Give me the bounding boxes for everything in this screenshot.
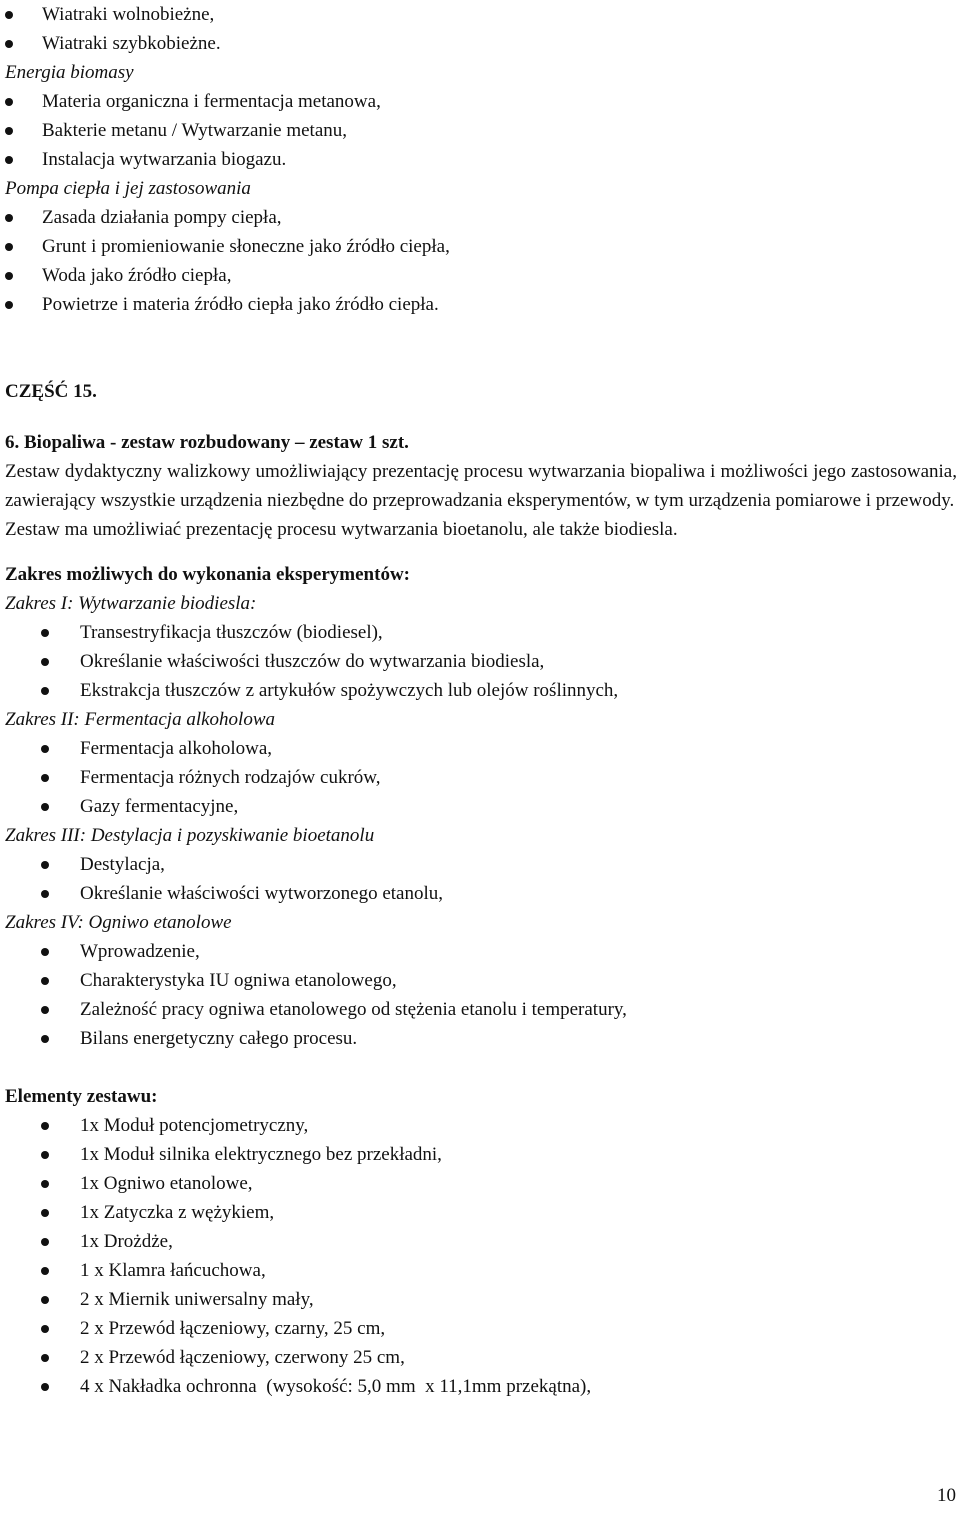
experiments-title: Zakres możliwych do wykonania eksperymentów: xyxy=(5,564,410,585)
list-item: 2 x Miernik uniwersalny mały, xyxy=(0,1285,960,1314)
bullet-icon xyxy=(41,1267,49,1275)
range-list xyxy=(0,618,960,705)
list-item: Określanie właściwości tłuszczów do wytwarzania biodiesla, xyxy=(0,647,960,676)
heat-pump-heading: Pompa ciepła i jej zastosowania xyxy=(5,178,251,199)
list-item: Grunt i promieniowanie słoneczne jako źródło ciepła, xyxy=(0,232,960,261)
list-item: Wiatraki wolnobieżne, xyxy=(0,0,960,29)
page-number: 10 xyxy=(937,1485,956,1506)
bullet-icon xyxy=(41,977,49,985)
list-item: Materia organiczna i fermentacja metanowa, xyxy=(0,87,960,116)
bullet-icon xyxy=(41,629,49,637)
range-list xyxy=(0,937,960,1053)
part-title: CZĘŚĆ 15. xyxy=(5,381,97,402)
list-item: Transestryfikacja tłuszczów (biodiesel), xyxy=(0,618,960,647)
list-item: 2 x Przewód łączeniowy, czerwony 25 cm, xyxy=(0,1343,960,1372)
list-item: 1x Drożdże, xyxy=(0,1227,960,1256)
bullet-icon xyxy=(41,658,49,666)
list-item: Zależność pracy ogniwa etanolowego od stężenia etanolu i temperatury, xyxy=(0,995,960,1024)
bullet-icon xyxy=(41,861,49,869)
bullet-icon xyxy=(41,1209,49,1217)
bullet-icon xyxy=(41,890,49,898)
list-item: Destylacja, xyxy=(0,850,960,879)
range-heading: Zakres I: Wytwarzanie biodiesla: xyxy=(5,593,257,614)
bullet-icon xyxy=(41,1296,49,1304)
list-item: Wiatraki szybkobieżne. xyxy=(0,29,960,58)
bullet-icon xyxy=(5,214,13,222)
list-item: 1 x Klamra łańcuchowa, xyxy=(0,1256,960,1285)
elements-title: Elementy zestawu: xyxy=(5,1086,158,1107)
bullet-icon xyxy=(41,745,49,753)
list-item: Bilans energetyczny całego procesu. xyxy=(0,1024,960,1053)
bullet-icon xyxy=(5,301,13,309)
list-item: Charakterystyka IU ogniwa etanolowego, xyxy=(0,966,960,995)
list-item: Fermentacja różnych rodzajów cukrów, xyxy=(0,763,960,792)
range-heading: Zakres II: Fermentacja alkoholowa xyxy=(5,709,275,730)
range-list xyxy=(0,734,960,821)
list-item: Fermentacja alkoholowa, xyxy=(0,734,960,763)
list-item: Ekstrakcja tłuszczów z artykułów spożywczych lub olejów roślinnych, xyxy=(0,676,960,705)
list-item: Wprowadzenie, xyxy=(0,937,960,966)
bullet-icon xyxy=(5,127,13,135)
list-item: 1x Zatyczka z wężykiem, xyxy=(0,1198,960,1227)
bullet-icon xyxy=(5,40,13,48)
bullet-icon xyxy=(41,1151,49,1159)
heat-pump-list xyxy=(0,203,960,319)
list-item: Powietrze i materia źródło ciepła jako źródło ciepła. xyxy=(0,290,960,319)
bullet-icon xyxy=(41,1383,49,1391)
bullet-icon xyxy=(5,98,13,106)
biomass-list xyxy=(0,87,960,174)
list-item: Określanie właściwości wytworzonego etanolu, xyxy=(0,879,960,908)
bullet-icon xyxy=(41,803,49,811)
bullet-icon xyxy=(41,1180,49,1188)
bullet-icon xyxy=(41,774,49,782)
elements-list xyxy=(0,1111,960,1401)
list-item: 2 x Przewód łączeniowy, czarny, 25 cm, xyxy=(0,1314,960,1343)
bullet-icon xyxy=(41,1238,49,1246)
list-item: Instalacja wytwarzania biogazu. xyxy=(0,145,960,174)
top-list xyxy=(0,0,960,58)
bullet-icon xyxy=(5,11,13,19)
list-item: 1x Moduł potencjometryczny, xyxy=(0,1111,960,1140)
list-item: 1x Moduł silnika elektrycznego bez przekładni, xyxy=(0,1140,960,1169)
list-item: 1x Ogniwo etanolowe, xyxy=(0,1169,960,1198)
bullet-icon xyxy=(41,687,49,695)
bullet-icon xyxy=(41,1035,49,1043)
bullet-icon xyxy=(41,1006,49,1014)
bullet-icon xyxy=(5,156,13,164)
list-item: Woda jako źródło ciepła, xyxy=(0,261,960,290)
range-heading: Zakres IV: Ogniwo etanolowe xyxy=(5,912,232,933)
list-item: Gazy fermentacyjne, xyxy=(0,792,960,821)
description-paragraph-2: Zestaw ma umożliwiać prezentację procesu wytwarzania bioetanolu, ale także biodiesla. xyxy=(5,519,678,540)
section-title: 6. Biopaliwa - zestaw rozbudowany – zestaw 1 szt. xyxy=(5,432,409,453)
bullet-icon xyxy=(41,1325,49,1333)
list-item: Zasada działania pompy ciepła, xyxy=(0,203,960,232)
biomass-heading: Energia biomasy xyxy=(5,62,134,83)
description-paragraph: Zestaw dydaktyczny walizkowy umożliwiający prezentację procesu wytwarzania biopaliwa i możliwości jego zastosowania, zawierający wszystkie urządzenia niezbędne do przeprowadzania eksperymentów, w tym urządzenia pomiarowe i przewody. xyxy=(5,461,957,511)
bullet-icon xyxy=(5,272,13,280)
bullet-icon xyxy=(5,243,13,251)
list-item: 4 x Nakładka ochronna (wysokość: 5,0 mm x 11,1mm przekątna), xyxy=(0,1372,960,1401)
bullet-icon xyxy=(41,1122,49,1130)
range-heading: Zakres III: Destylacja i pozyskiwanie bioetanolu xyxy=(5,825,375,846)
bullet-icon xyxy=(41,1354,49,1362)
range-list xyxy=(0,850,960,908)
list-item: Bakterie metanu / Wytwarzanie metanu, xyxy=(0,116,960,145)
bullet-icon xyxy=(41,948,49,956)
